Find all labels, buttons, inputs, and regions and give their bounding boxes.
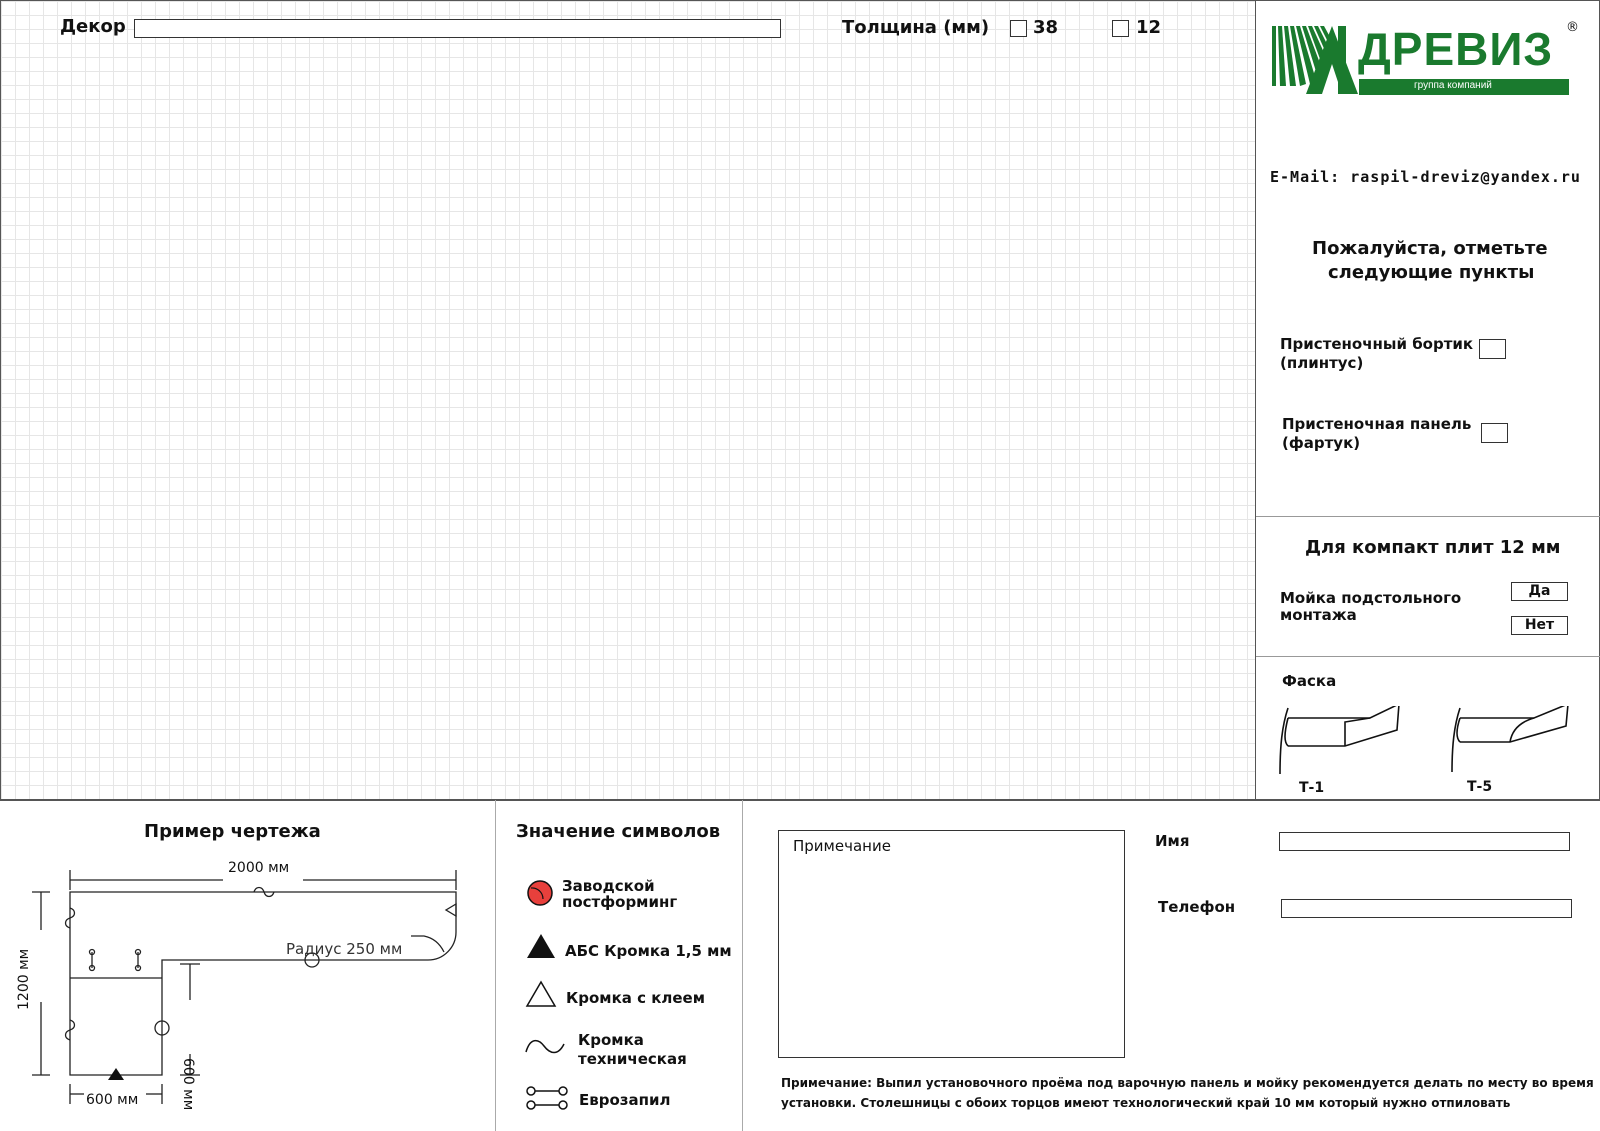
- chamfer-t1-label: Т-1: [1299, 780, 1325, 796]
- chamfer-t5-option[interactable]: [1450, 706, 1576, 780]
- thickness-12-label: 12: [1136, 17, 1162, 38]
- baseboard-label-line1: Пристеночный бортик: [1280, 335, 1474, 353]
- chamfer-t1-icon: [1278, 706, 1404, 780]
- example-drawing: [28, 860, 478, 1110]
- brand-subtitle: группа компаний: [1414, 80, 1492, 91]
- thickness-38-checkbox[interactable]: [1010, 20, 1027, 37]
- thickness-12-checkbox[interactable]: [1112, 20, 1129, 37]
- sink-no-button[interactable]: Нет: [1511, 616, 1568, 635]
- chamfer-t5-icon: [1450, 706, 1576, 780]
- name-label: Имя: [1155, 832, 1190, 850]
- divider: [742, 800, 743, 1131]
- postforming-icon: [526, 879, 554, 907]
- sink-label-line2: монтажа: [1280, 606, 1357, 624]
- abs-edge-label: АБС Кромка 1,5 мм: [565, 942, 732, 960]
- registered-mark: ®: [1566, 20, 1579, 35]
- glue-edge-icon: [525, 980, 557, 1008]
- abs-edge-icon: [525, 932, 557, 960]
- radius-label: Радиус 250 мм: [286, 940, 403, 958]
- example-title: Пример чертежа: [144, 821, 321, 842]
- dim-2000: 2000 мм: [228, 860, 290, 876]
- divider: [1256, 516, 1600, 517]
- dim-1200: 1200 мм: [16, 948, 32, 1010]
- brand-name: ДРЕВИЗ: [1358, 23, 1554, 75]
- footer-note-line2: установки. Столешницы с обоих торцов имеют технологический край 10 мм который нужно отпиловать: [781, 1096, 1511, 1110]
- thickness-label: Толщина (мм): [842, 17, 990, 38]
- postforming-label-line2: постформинг: [562, 893, 678, 911]
- contact-email: E-Mail: raspil-dreviz@yandex.ru: [1270, 168, 1581, 186]
- footer-note-line1: Примечание: Выпил установочного проёма под варочную панель и мойку рекомендуется делать по месту во время: [781, 1076, 1594, 1090]
- backsplash-label-line2: (фартук): [1282, 434, 1361, 452]
- symbols-title: Значение символов: [516, 821, 721, 842]
- glue-edge-label: Кромка с клеем: [566, 989, 705, 1007]
- divider: [495, 800, 496, 1131]
- compact-title: Для компакт плит 12 мм: [1305, 537, 1561, 558]
- divider: [1256, 656, 1600, 657]
- checklist-title-line1: Пожалуйста, отметьте: [1312, 238, 1548, 259]
- name-input[interactable]: [1279, 832, 1570, 851]
- tech-edge-label-line2: техническая: [578, 1050, 687, 1068]
- baseboard-checkbox[interactable]: [1479, 339, 1506, 359]
- decor-input[interactable]: [134, 19, 781, 38]
- chamfer-title: Фаска: [1282, 672, 1337, 690]
- bottom-border: [0, 800, 1600, 801]
- checklist-title-line2: следующие пункты: [1328, 262, 1535, 283]
- phone-label: Телефон: [1158, 898, 1236, 916]
- sink-yes-button[interactable]: Да: [1511, 582, 1568, 601]
- decor-label: Декор: [60, 16, 126, 37]
- chamfer-t1-option[interactable]: [1278, 706, 1404, 780]
- sink-label-line1: Мойка подстольного: [1280, 589, 1462, 607]
- thickness-38-label: 38: [1033, 17, 1059, 38]
- backsplash-checkbox[interactable]: [1481, 423, 1508, 443]
- postforming-label-line1: Заводской: [562, 877, 655, 895]
- dim-600-right: 600 мм: [180, 1058, 196, 1111]
- baseboard-label-line2: (плинтус): [1280, 354, 1364, 372]
- dim-600-bottom: 600 мм: [86, 1092, 139, 1108]
- eurosaw-icon: [526, 1084, 568, 1112]
- note-label: Примечание: [793, 837, 891, 855]
- eurosaw-label: Еврозапил: [579, 1091, 671, 1109]
- tech-edge-label-line1: Кромка: [578, 1031, 644, 1049]
- tech-edge-icon: [524, 1034, 568, 1060]
- phone-input[interactable]: [1281, 899, 1572, 918]
- backsplash-label-line1: Пристеночная панель: [1282, 415, 1472, 433]
- chamfer-t5-label: Т-5: [1467, 779, 1493, 795]
- note-textarea[interactable]: [778, 830, 1125, 1058]
